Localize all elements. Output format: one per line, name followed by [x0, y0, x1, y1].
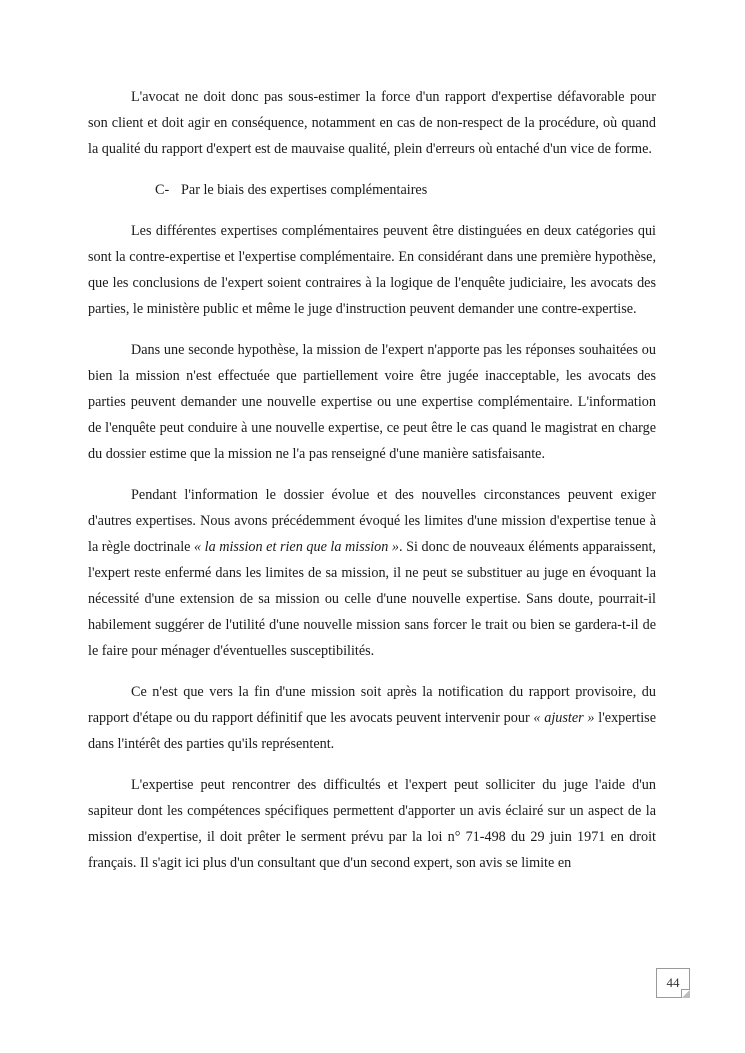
page-number: 44: [666, 975, 680, 990]
page-corner-fold-icon: [681, 989, 690, 998]
paragraph-3: Dans une seconde hypothèse, la mission de l'expert n'apporte pas les réponses souhaitées ou bien la mission n'est effectuée que partiellement voire être jugée inacceptable, les avocats des parties peuvent demander une nouvelle expertise ou une expertise complémentaire. L'information de l'enquête peut conduire à une nouvelle expertise, ce peut être le cas quand le magistrat en charge du dossier estime que la mission ne l'a pas renseigné d'une manière satisfaisante.: [88, 342, 656, 462]
paragraph-5-text-end: l'expertise dans l'intérêt des parties qu'ils représentent.: [88, 710, 656, 752]
paragraph-5-quote: « ajuster »: [533, 710, 595, 726]
paragraph-1: L'avocat ne doit donc pas sous-estimer la force d'un rapport d'expertise défavorable pour son client et doit agir en conséquence, notamment en cas de non-respect de la procédure, où quand la qualité du rapport d'expert est de mauvaise qualité, plein d'erreurs où entaché d'un vice de forme.: [88, 89, 656, 157]
paragraph-6: L'expertise peut rencontrer des difficultés et l'expert peut solliciter du juge l'aide d'un sapiteur dont les compétences spécifiques permettent d'apporter un avis éclairé sur un aspect de la mission d'expertise, il doit prêter le serment prévu par la loi n° 71-498 du 29 juin 1971 en droit français. Il s'agit ici plus d'un consultant que d'un second expert, son avis se limite en: [88, 777, 656, 871]
paragraph-4-quote: « la mission et rien que la mission »: [194, 539, 400, 555]
section-heading: [88, 177, 656, 203]
section-heading-number: C-: [155, 182, 170, 198]
paragraph-5: [88, 679, 656, 757]
page-number-box: [656, 968, 690, 998]
paragraph-4: [88, 482, 656, 664]
section-heading-title: Par le biais des expertises complémentaires: [181, 182, 428, 198]
paragraph-2: Les différentes expertises complémentaires peuvent être distinguées en deux catégories qui sont la contre-expertise et l'expertise complémentaire. En considérant dans une première hypothèse, que les conclusions de l'expert soient contraires à la logique de l'enquête judiciaire, les avocats des parties, le ministère public et même le juge d'instruction peuvent demander une contre-expertise.: [88, 223, 656, 317]
paragraph-4-text-end: . Si donc de nouveaux éléments apparaissent, l'expert reste enfermé dans les limites de sa mission, il ne peut se substituer au juge en évoquant la nécessité d'une extension de sa mission ou celle d'une nouvelle expertise. Sans doute, pourrait-il habilement suggérer de l'utilité d'une nouvelle mission sans forcer le trait ou bien se gardera-t-il de le faire pour ménager d'éventuelles susceptibilités.: [88, 539, 656, 659]
paragraph-5-text-start: Ce n'est que vers la fin d'une mission soit après la notification du rapport provisoire, du rapport d'étape ou du rapport définitif que les avocats peuvent intervenir pour: [88, 684, 656, 726]
paragraph-4-text-start: Pendant l'information le dossier évolue et des nouvelles circonstances peuvent exiger d'autres expertises. Nous avons précédemment évoqué les limites d'une mission d'expertise tenue à la règle doctrinale: [88, 487, 656, 555]
page-body: [88, 84, 656, 891]
